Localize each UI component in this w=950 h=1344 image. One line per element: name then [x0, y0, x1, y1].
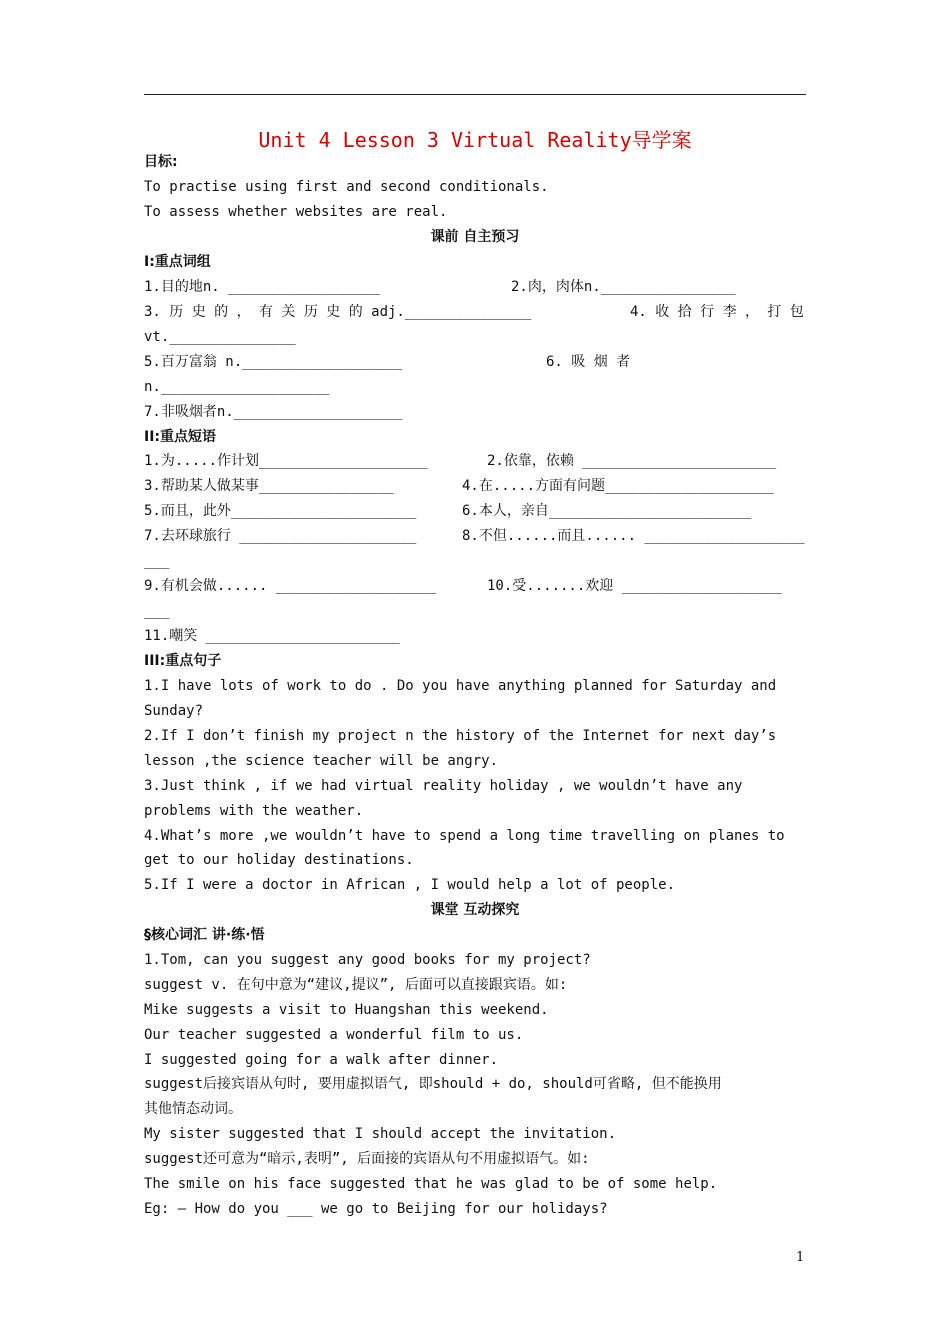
vocab-item: 5.百万富翁 n.___________________	[144, 354, 403, 370]
vocab-item: vt._______________	[144, 329, 296, 345]
vocab-item: n.____________________	[144, 379, 330, 395]
phrase-item: 3.帮助某人做某事________________	[144, 478, 394, 494]
header-rule	[144, 94, 806, 95]
phrase-item: 7.去环球旅行 _____________________	[144, 528, 417, 544]
phrase-item: 10.受.......欢迎 ___________________	[487, 578, 782, 594]
sentences-heading: III:重点句子	[144, 653, 222, 669]
vocab-item: 6. 吸 烟 者	[546, 354, 631, 370]
sentence-line: lesson ,the science teacher will be angry.	[144, 753, 499, 769]
vocab-item: 3. 历 史 的 ， 有 关 历 史 的 adj._______________	[144, 304, 532, 320]
phrases-heading: II:重点短语	[144, 429, 217, 445]
core-line: I suggested going for a walk after dinner.	[144, 1052, 499, 1068]
phrase-item: 1.为.....作计划____________________	[144, 453, 428, 469]
sentence-line: Sunday?	[144, 703, 204, 719]
sentence-line: 5.If I were a doctor in African , I would help a lot of people.	[144, 877, 676, 893]
goal-line: To practise using first and second conditionals.	[144, 179, 549, 195]
vocab-item: 2.肉，肉体n.________________	[511, 279, 736, 295]
page-number: 1	[796, 1250, 805, 1265]
core-line: Our teacher suggested a wonderful film to us.	[144, 1027, 524, 1043]
sentence-line: 3.Just think , if we had virtual reality holiday , we wouldn’t have any	[144, 778, 743, 794]
sentence-line: 4.What’s more ,we wouldn’t have to spend a long time travelling on planes to	[144, 828, 785, 844]
phrase-item: 9.有机会做...... ___________________	[144, 578, 437, 594]
class-section-heading: 课堂 互动探究	[430, 902, 520, 918]
vocab-item: 7.非吸烟者n.____________________	[144, 404, 403, 420]
phrase-wrap: ___	[144, 603, 170, 619]
phrase-item: 5.而且，此外______________________	[144, 503, 417, 519]
sentence-line: 1.I have lots of work to do . Do you have anything planned for Saturday and	[144, 678, 777, 694]
phrase-item: 6.本人，亲自________________________	[462, 503, 752, 519]
vocab-item: 4. 收 拾 行 李 ， 打 包	[630, 304, 804, 320]
phrase-item: 8.不但......而且...... ___________________	[462, 528, 805, 544]
core-line: My sister suggested that I should accept the invitation.	[144, 1126, 617, 1142]
core-line: suggest后接宾语从句时, 要用虚拟语气, 即should + do, should可省略, 但不能换用	[144, 1076, 722, 1092]
page-title: Unit 4 Lesson 3 Virtual Reality导学案	[258, 128, 692, 152]
core-line: Eg: — How do you ___ we go to Beijing for our holidays?	[144, 1201, 608, 1217]
core-line: suggest还可意为“暗示,表明”, 后面接的宾语从句不用虚拟语气。如:	[144, 1151, 590, 1167]
core-heading: §核心词汇 讲·练·悟	[144, 927, 265, 943]
core-line: suggest v. 在句中意为“建议,提议”, 后面可以直接跟宾语。如:	[144, 977, 568, 993]
core-line: 1.Tom, can you suggest any good books for my project?	[144, 952, 591, 968]
vocab-item: 1.目的地n. __________________	[144, 279, 380, 295]
phrase-item: 11.嘲笑 _______________________	[144, 628, 400, 644]
phrase-item: 4.在.....方面有问题____________________	[462, 478, 774, 494]
core-line: 其他情态动词。	[144, 1101, 242, 1117]
goals-heading: 目标:	[144, 154, 178, 170]
sentence-line: get to our holiday destinations.	[144, 852, 414, 868]
vocab-heading: I:重点词组	[144, 254, 211, 270]
preview-section-heading: 课前 自主预习	[430, 229, 520, 245]
sentence-line: problems with the weather.	[144, 803, 364, 819]
phrase-item: 2.依靠，依赖 _______________________	[487, 453, 777, 469]
core-line: Mike suggests a visit to Huangshan this weekend.	[144, 1002, 549, 1018]
core-line: The smile on his face suggested that he was glad to be of some help.	[144, 1176, 718, 1192]
sentence-line: 2.If I don’t finish my project n the history of the Internet for next day’s	[144, 728, 777, 744]
phrase-wrap: ___	[144, 553, 170, 569]
goal-line: To assess whether websites are real.	[144, 204, 448, 220]
